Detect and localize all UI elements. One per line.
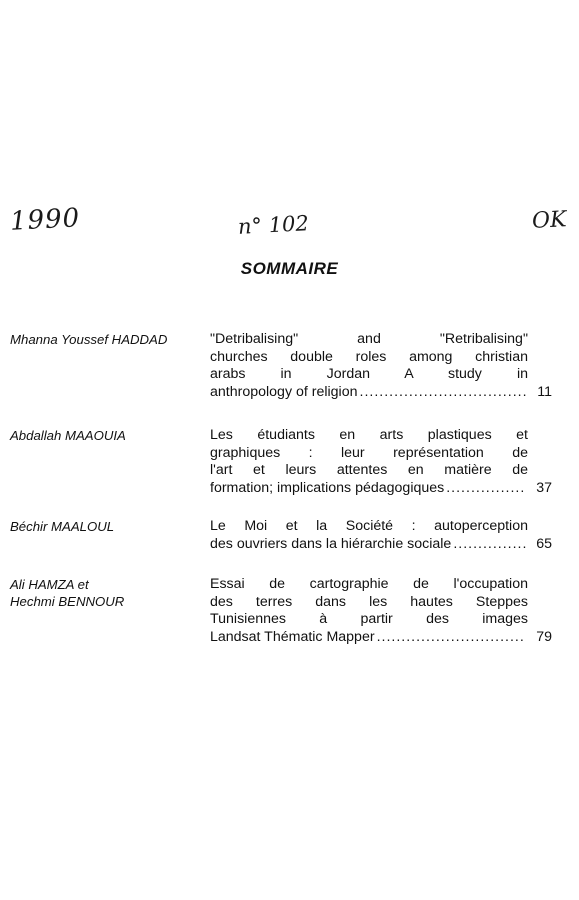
entry-article-title — [210, 576, 552, 646]
handwritten-ok-mark: OK — [531, 207, 568, 234]
page-number: 11 — [537, 383, 552, 400]
page-number: 65 — [536, 535, 552, 552]
article-title-last-line — [210, 629, 528, 647]
dot-leader — [360, 384, 527, 402]
article-title-line: Le Moi et la Société : autoperception — [210, 518, 528, 534]
article-title-line: des terres dans les hautes Steppes — [210, 593, 528, 610]
handwritten-year: 1990 — [9, 203, 81, 237]
entry-author: Ali HAMZA et Hechmi BENNOUR — [10, 577, 125, 609]
page-number: 79 — [536, 628, 552, 645]
article-title-line: formation; implications pédagogiques — [210, 479, 445, 496]
entry-article-title — [210, 518, 552, 553]
article-title-line: graphiques : leur représentation de — [210, 444, 528, 461]
entry-article-title — [210, 427, 552, 497]
entry-article-title — [210, 331, 552, 401]
article-title-last-line — [210, 536, 528, 554]
article-title-line: l'art et leurs attentes en matière de — [210, 462, 528, 478]
article-title-last-line — [210, 480, 528, 498]
handwritten-issue-number: n° 102 — [237, 211, 310, 239]
page-number: 37 — [536, 479, 552, 496]
page-title: SOMMAIRE — [240, 259, 339, 278]
article-title-line: arabs in Jordan A study in — [210, 366, 528, 382]
article-title-line: des ouvriers dans la hiérarchie sociale — [210, 535, 452, 552]
article-title-line: Tunisiennes à partir des images — [210, 611, 528, 627]
entry-author: Abdallah MAAOUIA — [10, 428, 126, 443]
article-title-line: Les étudiants en arts plastiques et — [210, 427, 528, 443]
article-title-line: churches double roles among christian — [210, 348, 528, 365]
entry-author: Mhanna Youssef HADDAD — [10, 332, 168, 347]
article-title-last-line — [210, 384, 528, 402]
article-title-line: Essai de cartographie de l'occupation — [210, 576, 528, 592]
dot-leader — [453, 536, 526, 554]
dot-leader — [377, 629, 526, 647]
article-title-line: anthropology of religion — [210, 383, 358, 400]
article-title-line: Landsat Thématic Mapper — [210, 628, 375, 645]
article-title-line: "Detribalising" and "Retribalising" — [210, 331, 528, 347]
dot-leader — [446, 480, 526, 498]
entry-author: Béchir MAALOUL — [10, 519, 115, 534]
